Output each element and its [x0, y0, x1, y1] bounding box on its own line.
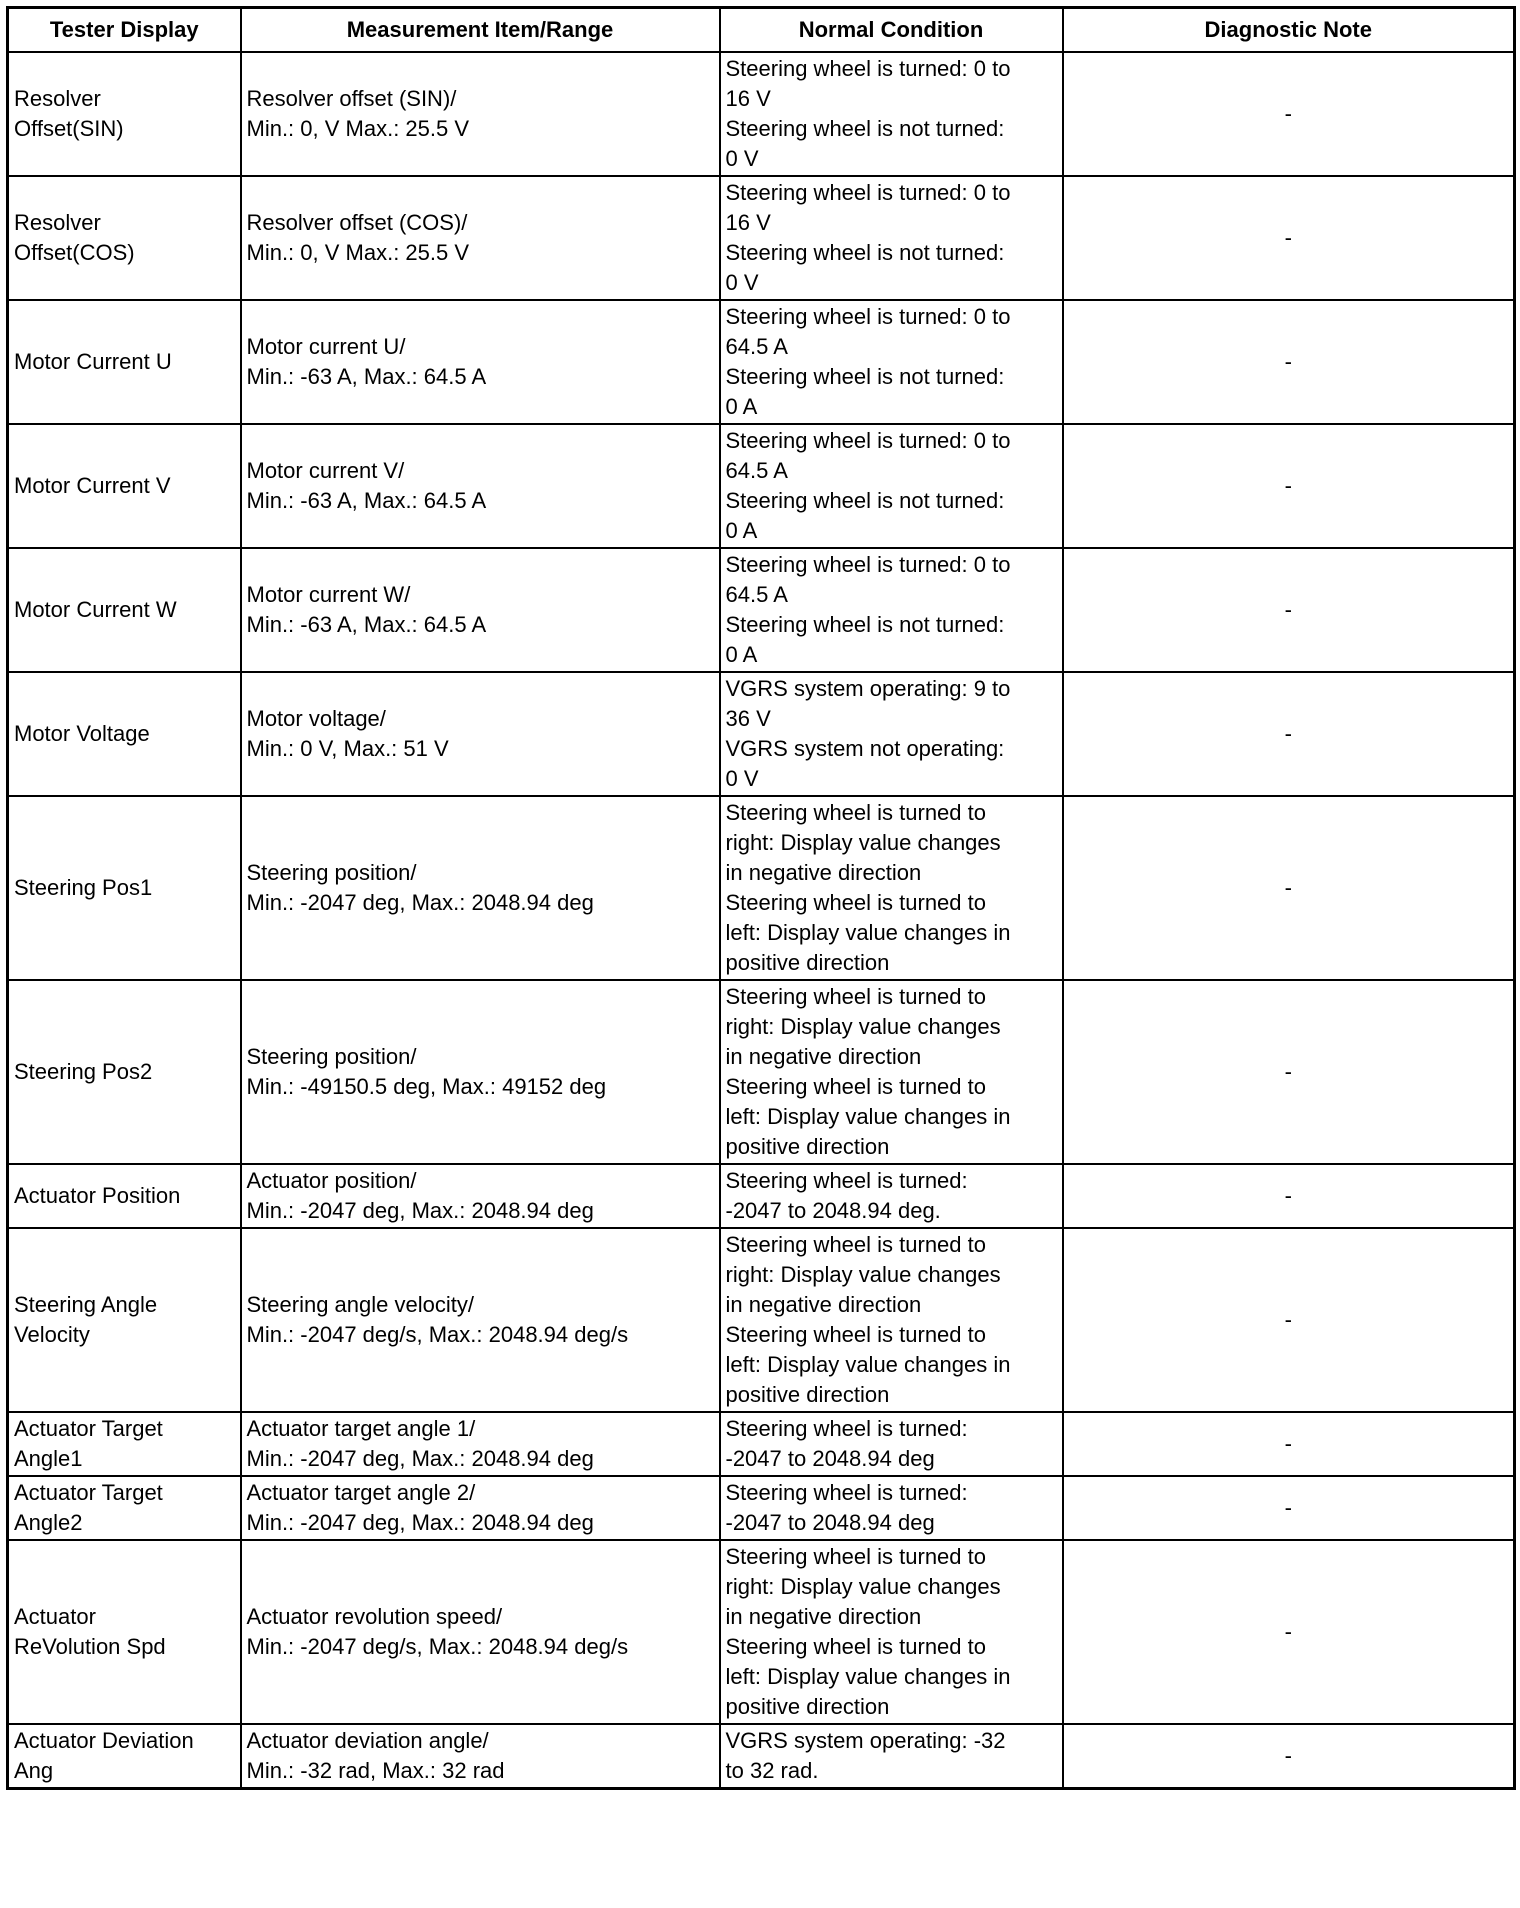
normal-condition-cell-line: right: Display value changes: [725, 1574, 1001, 1599]
normal-condition-cell-line: Steering wheel is turned to: [725, 800, 986, 825]
measurement-cell: [241, 980, 720, 1164]
diagnostic-note-cell: -: [1063, 1540, 1515, 1724]
normal-condition-cell-line: -2047 to 2048.94 deg.: [725, 1198, 941, 1223]
measurement-cell-line: Actuator deviation angle/: [246, 1728, 489, 1753]
measurement-cell-line: Resolver offset (COS)/: [246, 210, 468, 235]
normal-condition-cell-line: right: Display value changes: [725, 1262, 1001, 1287]
normal-condition-cell-line: left: Display value changes in: [725, 1352, 1011, 1377]
normal-condition-cell-line: left: Display value changes in: [725, 1664, 1011, 1689]
tester-display-cell-line: Motor Current U: [14, 349, 172, 374]
normal-condition-cell-line: VGRS system operating: -32: [725, 1728, 1006, 1753]
normal-condition-cell-line: Steering wheel is not turned:: [725, 364, 1005, 389]
normal-condition-cell-line: Steering wheel is not turned:: [725, 116, 1005, 141]
normal-condition-cell-line: Steering wheel is turned: 0 to: [725, 304, 1011, 329]
normal-condition-cell-line: Steering wheel is turned: 0 to: [725, 56, 1011, 81]
tester-display-cell: [8, 1540, 241, 1724]
normal-condition-cell-line: Steering wheel is turned: 0 to: [725, 180, 1011, 205]
normal-condition-cell-line: 16 V: [725, 210, 771, 235]
diagnostic-note-cell: -: [1063, 300, 1515, 424]
measurement-cell-line: Resolver offset (SIN)/: [246, 86, 457, 111]
measurement-cell: [241, 1540, 720, 1724]
diagnostic-note-cell: -: [1063, 1724, 1515, 1789]
normal-condition-cell-line: Steering wheel is turned:: [725, 1168, 968, 1193]
measurement-cell-line: Min.: -2047 deg/s, Max.: 2048.94 deg/s: [246, 1322, 629, 1347]
measurement-cell-line: Min.: -2047 deg, Max.: 2048.94 deg: [246, 890, 594, 915]
table-row: [8, 1724, 1515, 1789]
tester-display-cell-line: Actuator Deviation: [14, 1728, 194, 1753]
diagnostic-note-cell: -: [1063, 1164, 1515, 1228]
tester-display-cell-line: Offset(COS): [14, 240, 135, 265]
tester-display-cell: [8, 1724, 241, 1789]
tester-display-cell-line: Actuator Position: [14, 1183, 181, 1208]
measurement-cell-line: Motor current U/: [246, 334, 406, 359]
tester-display-cell: [8, 548, 241, 672]
normal-condition-cell: [720, 52, 1063, 176]
table-row: [8, 1476, 1515, 1540]
measurement-cell: [241, 176, 720, 300]
header-measurement: Measurement Item/Range: [241, 8, 720, 53]
normal-condition-cell-line: right: Display value changes: [725, 1014, 1001, 1039]
table-row: [8, 980, 1515, 1164]
tester-display-cell: [8, 796, 241, 980]
tester-display-cell: [8, 672, 241, 796]
tester-display-cell: [8, 980, 241, 1164]
measurement-cell-line: Actuator target angle 2/: [246, 1480, 476, 1505]
normal-condition-cell-line: 64.5 A: [725, 334, 788, 359]
measurement-cell-line: Min.: -2047 deg, Max.: 2048.94 deg: [246, 1510, 594, 1535]
tester-display-cell: [8, 176, 241, 300]
page: [6, 6, 1516, 1790]
tester-display-cell-line: Motor Current W: [14, 597, 177, 622]
measurement-cell-line: Min.: -32 rad, Max.: 32 rad: [246, 1758, 505, 1783]
normal-condition-cell: [720, 300, 1063, 424]
normal-condition-cell-line: 36 V: [725, 706, 771, 731]
normal-condition-cell-line: positive direction: [725, 1134, 890, 1159]
tester-display-cell-line: Ang: [14, 1758, 54, 1783]
tester-display-cell-line: Steering Angle: [14, 1292, 158, 1317]
diagnostic-note-cell: -: [1063, 796, 1515, 980]
normal-condition-cell-line: Steering wheel is turned to: [725, 1544, 986, 1569]
normal-condition-cell-line: Steering wheel is turned to: [725, 1074, 986, 1099]
normal-condition-cell-line: right: Display value changes: [725, 830, 1001, 855]
tester-display-cell-line: Velocity: [14, 1322, 90, 1347]
table-row: [8, 52, 1515, 176]
normal-condition-cell-line: Steering wheel is turned to: [725, 890, 986, 915]
measurement-cell-line: Steering position/: [246, 860, 417, 885]
normal-condition-cell-line: 0 A: [725, 518, 758, 543]
tester-display-cell-line: Resolver: [14, 210, 101, 235]
normal-condition-cell: [720, 176, 1063, 300]
table-row: [8, 548, 1515, 672]
normal-condition-cell: [720, 1476, 1063, 1540]
diagnostic-note-cell: -: [1063, 424, 1515, 548]
diagnostic-note-cell: -: [1063, 980, 1515, 1164]
tester-display-cell-line: Offset(SIN): [14, 116, 124, 141]
diagnostic-note-cell: -: [1063, 548, 1515, 672]
table-row: [8, 1164, 1515, 1228]
normal-condition-cell-line: 0 A: [725, 642, 758, 667]
measurement-cell: [241, 52, 720, 176]
normal-condition-cell-line: Steering wheel is not turned:: [725, 612, 1005, 637]
normal-condition-cell-line: 0 V: [725, 146, 759, 171]
measurement-cell-line: Actuator revolution speed/: [246, 1604, 503, 1629]
normal-condition-cell-line: in negative direction: [725, 860, 922, 885]
measurement-cell-line: Steering angle velocity/: [246, 1292, 474, 1317]
measurement-cell: [241, 424, 720, 548]
normal-condition-cell-line: Steering wheel is not turned:: [725, 488, 1005, 513]
tester-display-cell-line: Steering Pos1: [14, 875, 153, 900]
normal-condition-cell-line: VGRS system operating: 9 to: [725, 676, 1011, 701]
measurement-cell: [241, 1476, 720, 1540]
tester-display-cell-line: Actuator: [14, 1604, 96, 1629]
table-row: [8, 1412, 1515, 1476]
tester-display-cell: [8, 1164, 241, 1228]
table-row: [8, 424, 1515, 548]
measurement-cell-line: Motor current W/: [246, 582, 411, 607]
normal-condition-cell-line: to 32 rad.: [725, 1758, 819, 1783]
diagnostic-note-cell: -: [1063, 1228, 1515, 1412]
normal-condition-cell: [720, 1412, 1063, 1476]
measurement-cell-line: Min.: -63 A, Max.: 64.5 A: [246, 612, 487, 637]
normal-condition-cell-line: -2047 to 2048.94 deg: [725, 1446, 935, 1471]
table-row: [8, 1540, 1515, 1724]
tester-display-cell-line: Angle2: [14, 1510, 83, 1535]
normal-condition-cell-line: -2047 to 2048.94 deg: [725, 1510, 935, 1535]
diagnostic-note-cell: -: [1063, 176, 1515, 300]
normal-condition-cell: [720, 980, 1063, 1164]
normal-condition-cell: [720, 672, 1063, 796]
normal-condition-cell: [720, 424, 1063, 548]
normal-condition-cell-line: 0 A: [725, 394, 758, 419]
tester-display-cell-line: Motor Voltage: [14, 721, 150, 746]
normal-condition-cell-line: Steering wheel is turned:: [725, 1480, 968, 1505]
normal-condition-cell-line: Steering wheel is turned: 0 to: [725, 552, 1011, 577]
measurement-cell-line: Min.: 0, V Max.: 25.5 V: [246, 116, 470, 141]
tester-display-cell-line: Steering Pos2: [14, 1059, 153, 1084]
normal-condition-cell-line: Steering wheel is turned to: [725, 1232, 986, 1257]
measurement-cell-line: Steering position/: [246, 1044, 417, 1069]
normal-condition-cell-line: Steering wheel is turned: 0 to: [725, 428, 1011, 453]
table-row: [8, 176, 1515, 300]
table-body: [8, 52, 1515, 1789]
diagnostic-note-cell: -: [1063, 52, 1515, 176]
measurement-cell: [241, 1228, 720, 1412]
table-row: [8, 796, 1515, 980]
normal-condition-cell: [720, 1540, 1063, 1724]
measurement-cell-line: Min.: -63 A, Max.: 64.5 A: [246, 364, 487, 389]
normal-condition-cell-line: 64.5 A: [725, 582, 788, 607]
tester-display-cell: [8, 300, 241, 424]
measurement-cell-line: Min.: -2047 deg/s, Max.: 2048.94 deg/s: [246, 1634, 629, 1659]
header-row: [8, 8, 1515, 53]
normal-condition-cell-line: 0 V: [725, 766, 759, 791]
diagnostic-note-cell: -: [1063, 1476, 1515, 1540]
header-diagnostic-note: Diagnostic Note: [1063, 8, 1515, 53]
normal-condition-cell-line: 0 V: [725, 270, 759, 295]
normal-condition-cell-line: in negative direction: [725, 1044, 922, 1069]
tester-display-cell-line: Actuator Target: [14, 1416, 163, 1441]
measurement-cell-line: Actuator position/: [246, 1168, 417, 1193]
diagnostic-note-cell: -: [1063, 1412, 1515, 1476]
measurement-cell: [241, 1724, 720, 1789]
normal-condition-cell: [720, 796, 1063, 980]
measurement-cell-line: Min.: -49150.5 deg, Max.: 49152 deg: [246, 1074, 607, 1099]
normal-condition-cell-line: Steering wheel is not turned:: [725, 240, 1005, 265]
measurement-cell: [241, 1412, 720, 1476]
tester-display-cell-line: Motor Current V: [14, 473, 171, 498]
tester-display-cell: [8, 424, 241, 548]
normal-condition-cell-line: Steering wheel is turned to: [725, 984, 986, 1009]
measurement-cell-line: Min.: -63 A, Max.: 64.5 A: [246, 488, 487, 513]
table-row: [8, 672, 1515, 796]
tester-display-cell: [8, 1228, 241, 1412]
measurement-cell-line: Min.: 0, V Max.: 25.5 V: [246, 240, 470, 265]
measurement-cell-line: Min.: 0 V, Max.: 51 V: [246, 736, 449, 761]
normal-condition-cell-line: 16 V: [725, 86, 771, 111]
normal-condition-cell-line: 64.5 A: [725, 458, 788, 483]
diagnostic-note-cell: -: [1063, 672, 1515, 796]
normal-condition-cell-line: Steering wheel is turned:: [725, 1416, 968, 1441]
table-row: [8, 300, 1515, 424]
normal-condition-cell-line: Steering wheel is turned to: [725, 1322, 986, 1347]
normal-condition-cell: [720, 548, 1063, 672]
tester-display-cell-line: ReVolution Spd: [14, 1634, 166, 1659]
normal-condition-cell-line: left: Display value changes in: [725, 1104, 1011, 1129]
measurement-cell: [241, 300, 720, 424]
measurement-cell-line: Motor voltage/: [246, 706, 386, 731]
normal-condition-cell-line: positive direction: [725, 950, 890, 975]
tester-display-cell-line: Actuator Target: [14, 1480, 163, 1505]
measurement-cell: [241, 796, 720, 980]
normal-condition-cell-line: left: Display value changes in: [725, 920, 1011, 945]
normal-condition-cell: [720, 1228, 1063, 1412]
normal-condition-cell: [720, 1724, 1063, 1789]
tester-display-cell-line: Resolver: [14, 86, 101, 111]
measurement-cell-line: Min.: -2047 deg, Max.: 2048.94 deg: [246, 1198, 594, 1223]
measurement-cell: [241, 1164, 720, 1228]
normal-condition-cell-line: positive direction: [725, 1694, 890, 1719]
tester-display-cell-line: Angle1: [14, 1446, 83, 1471]
measurement-cell-line: Actuator target angle 1/: [246, 1416, 476, 1441]
normal-condition-cell-line: Steering wheel is turned to: [725, 1634, 986, 1659]
data-list-table: [6, 6, 1516, 1790]
normal-condition-cell: [720, 1164, 1063, 1228]
measurement-cell: [241, 548, 720, 672]
table-header: [8, 8, 1515, 53]
normal-condition-cell-line: VGRS system not operating:: [725, 736, 1005, 761]
measurement-cell: [241, 672, 720, 796]
header-tester-display: Tester Display: [8, 8, 241, 53]
measurement-cell-line: Motor current V/: [246, 458, 405, 483]
normal-condition-cell-line: in negative direction: [725, 1604, 922, 1629]
normal-condition-cell-line: in negative direction: [725, 1292, 922, 1317]
normal-condition-cell-line: positive direction: [725, 1382, 890, 1407]
tester-display-cell: [8, 1412, 241, 1476]
tester-display-cell: [8, 52, 241, 176]
header-normal-condition: Normal Condition: [720, 8, 1063, 53]
tester-display-cell: [8, 1476, 241, 1540]
measurement-cell-line: Min.: -2047 deg, Max.: 2048.94 deg: [246, 1446, 594, 1471]
table-row: [8, 1228, 1515, 1412]
